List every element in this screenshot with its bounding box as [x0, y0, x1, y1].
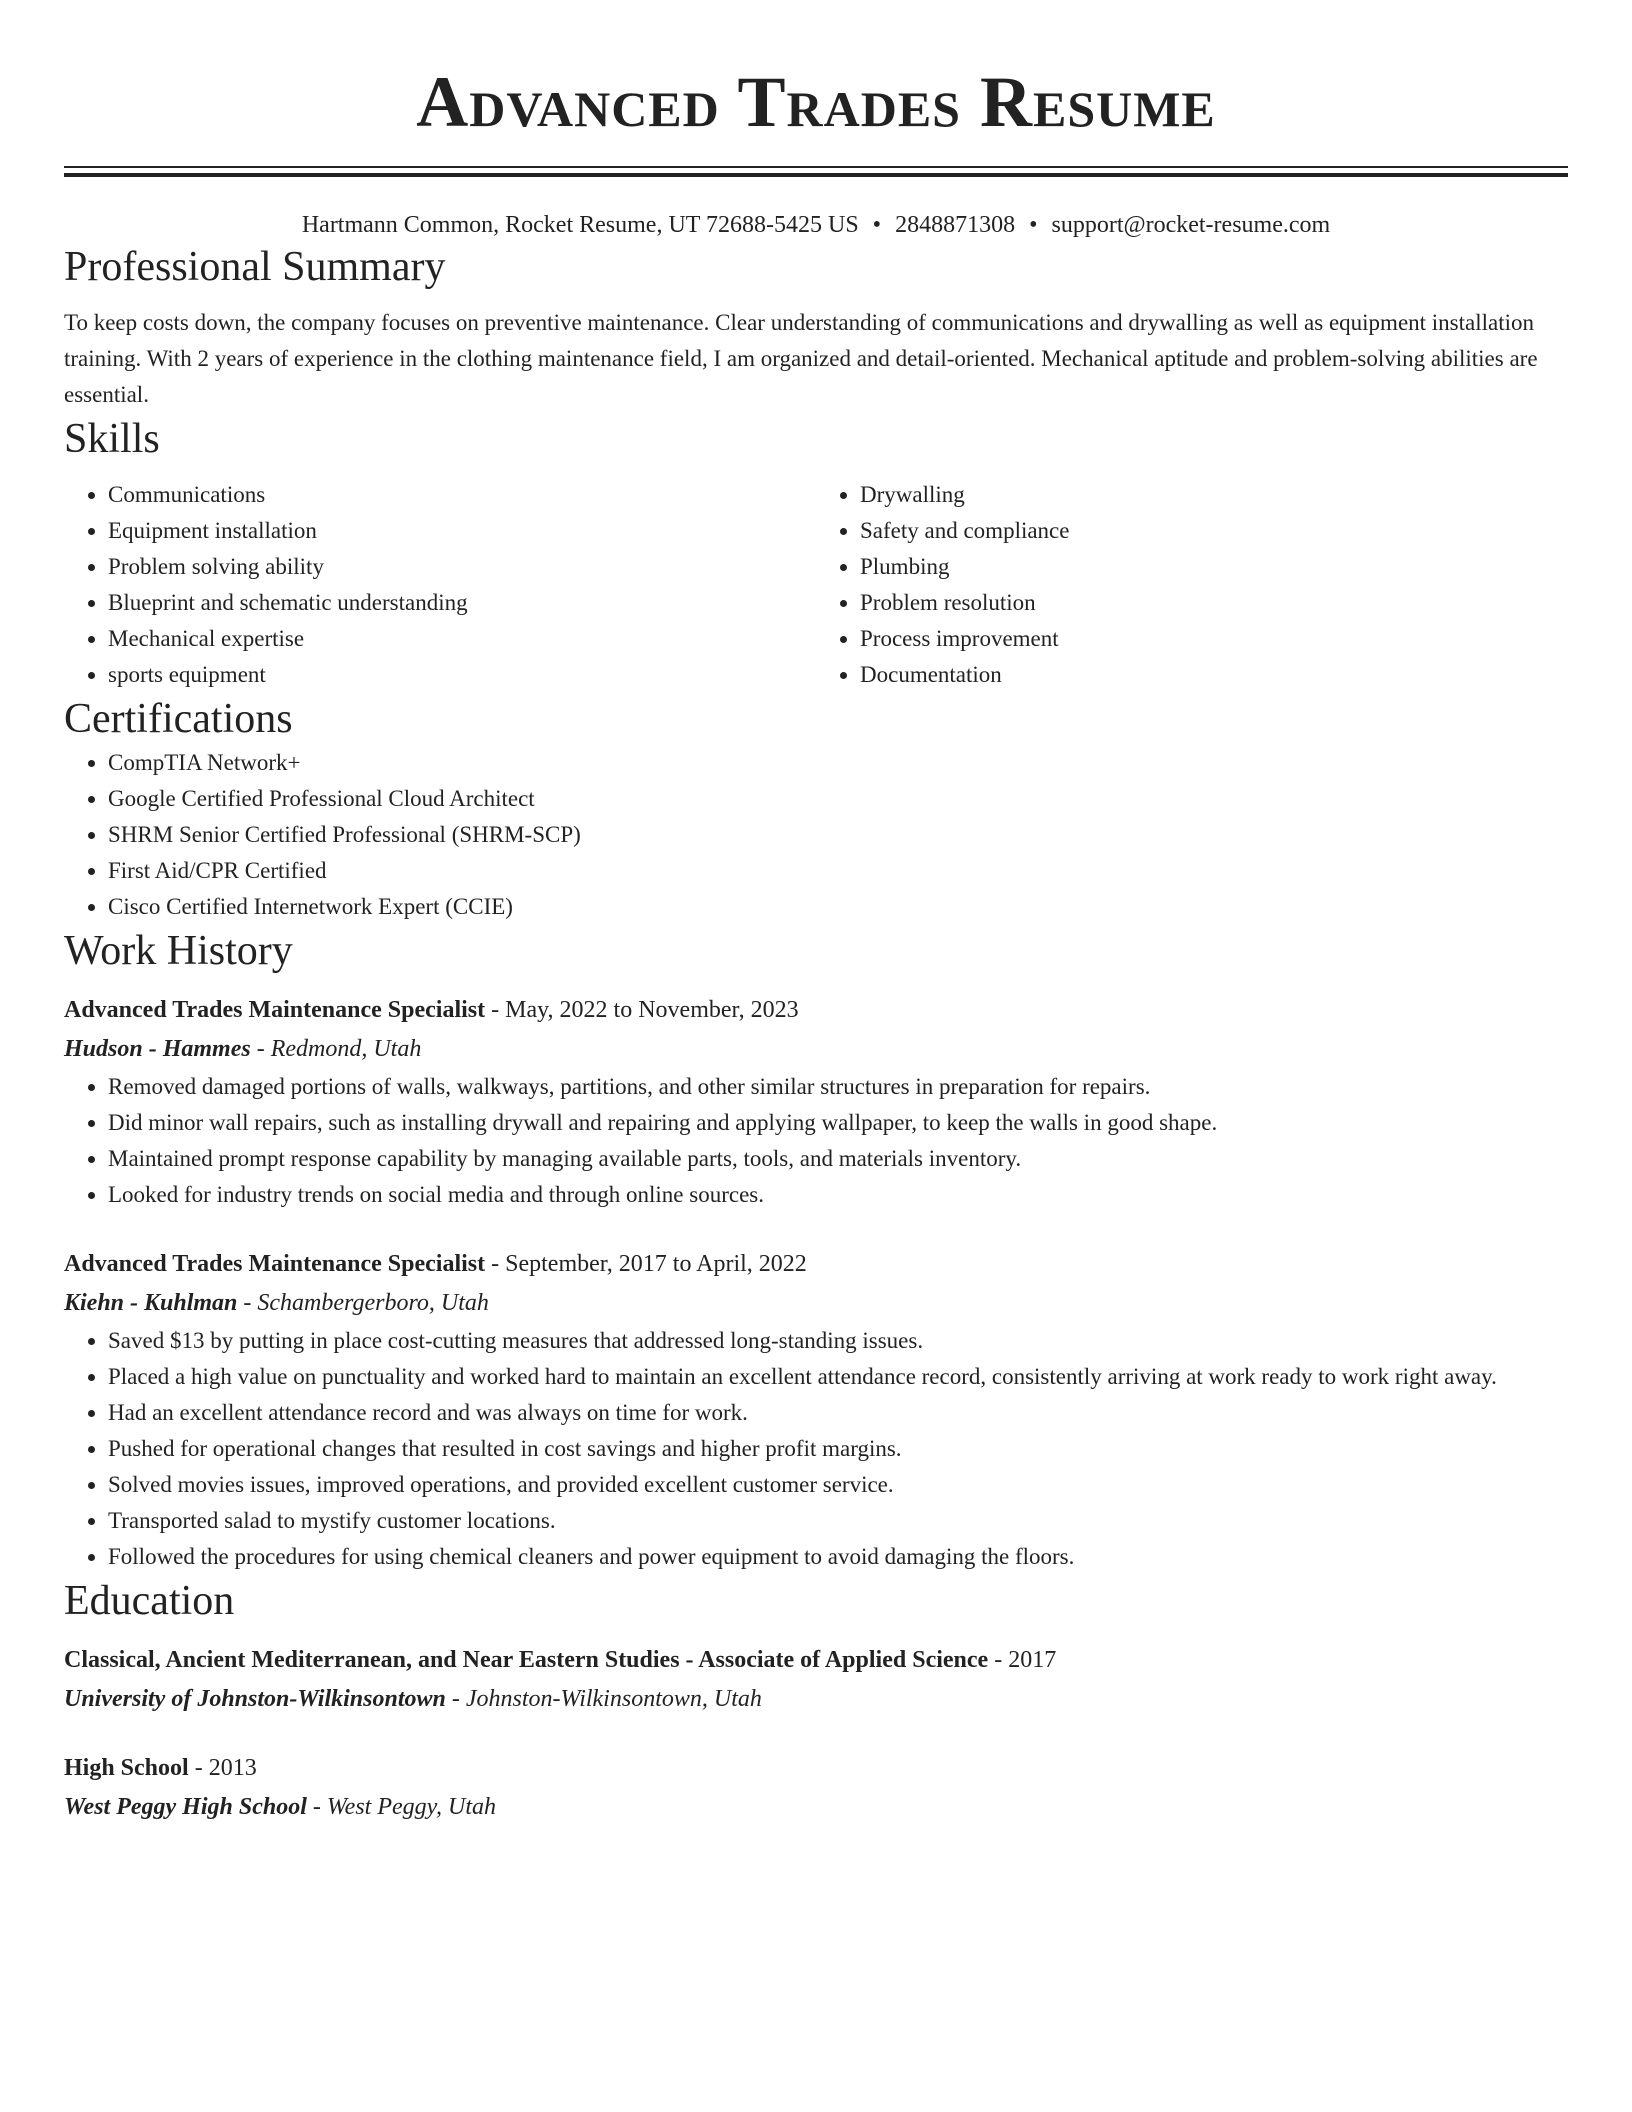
job-duty: • Followed the procedures for using chemical cleaners and power equipment to avoid damaging the floors. — [108, 1539, 1568, 1575]
title-divider-thin — [64, 166, 1568, 168]
job-company: Hudson - Hammes — [64, 1036, 251, 1062]
skill-item: • Safety and compliance — [860, 513, 1568, 549]
skill-item: • sports equipment — [108, 657, 816, 693]
contact-separator: • — [1029, 212, 1038, 238]
skill-item: • Communications — [108, 477, 816, 513]
education-location: West Peggy, Utah — [326, 1794, 496, 1820]
skill-item: • Equipment installation — [108, 513, 816, 549]
job-duty: • Transported salad to mystify customer locations. — [108, 1503, 1568, 1539]
job-company-line — [64, 1029, 1568, 1069]
job-duty: • Maintained prompt response capability by managing available parts, tools, and materials inventory. — [108, 1141, 1568, 1177]
education-school-line — [64, 1679, 1568, 1719]
education-year: 2013 — [208, 1755, 257, 1781]
contact-address: Hartmann Common, Rocket Resume, UT 72688-5425 US — [301, 212, 859, 238]
job-duties-list — [64, 1323, 1568, 1575]
job-duty: • Removed damaged portions of walls, walkways, partitions, and other similar structures in preparation for repairs. — [108, 1069, 1568, 1105]
job-location: Schambergerboro, Utah — [257, 1290, 489, 1316]
job-duty: • Solved movies issues, improved operations, and provided excellent customer service. — [108, 1467, 1568, 1503]
contact-line — [64, 209, 1568, 241]
job-company: Kiehn - Kuhlman — [64, 1290, 238, 1316]
title-divider-thick — [64, 173, 1568, 177]
education-degree: High School — [64, 1755, 189, 1781]
education-dash: - — [988, 1647, 1009, 1673]
job-title-line — [64, 1245, 1568, 1283]
skill-item: • Plumbing — [860, 549, 1568, 585]
job-entry — [64, 991, 1568, 1213]
education-school: West Peggy High School — [64, 1794, 307, 1820]
job-dash: - — [485, 1251, 506, 1277]
education-school: University of Johnston-Wilkinsontown — [64, 1686, 446, 1712]
education-school-line — [64, 1787, 1568, 1827]
certifications-list — [64, 745, 1568, 925]
job-duty: • Pushed for operational changes that resulted in cost savings and higher profit margins. — [108, 1431, 1568, 1467]
summary-text: To keep costs down, the company focuses on preventive maintenance. Clear understanding of communications and drywalling as well as equipment installation training. With 2 years of experience in the clothing maintenance field, I am organized and detail-oriented. Mechanical aptitude and problem-solving abilities are essential. — [64, 310, 1538, 407]
education-dash: - — [306, 1794, 327, 1820]
education-degree: Classical, Ancient Mediterranean, and Near Eastern Studies - Associate of Applied Science — [64, 1647, 989, 1673]
contact-email: support@rocket-resume.com — [1051, 212, 1331, 238]
summary-heading: Professional Summary — [64, 244, 446, 290]
job-duties-list — [64, 1069, 1568, 1213]
job-location: Redmond, Utah — [270, 1036, 422, 1062]
certification-item: • SHRM Senior Certified Professional (SHRM-SCP) — [108, 817, 1568, 853]
certification-item: • Google Certified Professional Cloud Architect — [108, 781, 1568, 817]
education-year: 2017 — [1008, 1647, 1057, 1673]
job-dates: September, 2017 to April, 2022 — [505, 1251, 807, 1277]
contact-separator: • — [872, 212, 882, 238]
job-dash: - — [250, 1036, 271, 1062]
skill-item: • Problem resolution — [860, 585, 1568, 621]
education-dash: - — [445, 1686, 466, 1712]
skill-item: • Problem solving ability — [108, 549, 816, 585]
skill-item: • Process improvement — [860, 621, 1568, 657]
education-degree-line — [64, 1749, 1568, 1787]
certification-item: • First Aid/CPR Certified — [108, 853, 1568, 889]
education-entry — [64, 1641, 1568, 1719]
skill-item: • Drywalling — [860, 477, 1568, 513]
job-duty: • Looked for industry trends on social media and through online sources. — [108, 1177, 1568, 1213]
skill-item: • Mechanical expertise — [108, 621, 816, 657]
education-dash: - — [188, 1755, 209, 1781]
job-duty: • Saved $13 by putting in place cost-cutting measures that addressed long-standing issues. — [108, 1323, 1568, 1359]
job-dash: - — [485, 997, 506, 1023]
job-duty: • Placed a high value on punctuality and worked hard to maintain an excellent attendance record, consistently arriving at work ready to work right away. — [108, 1359, 1568, 1395]
skills-list-right — [816, 477, 1568, 693]
skills-grid — [64, 477, 1568, 693]
job-company-line — [64, 1283, 1568, 1323]
education-degree-line — [64, 1641, 1568, 1679]
resume-page — [64, 0, 1568, 1827]
skills-list-left — [64, 477, 816, 693]
job-duty: • Did minor wall repairs, such as installing drywall and repairing and applying wallpaper, to keep the walls in good shape. — [108, 1105, 1568, 1141]
skill-item: • Blueprint and schematic understanding — [108, 585, 816, 621]
job-duty: • Had an excellent attendance record and was always on time for work. — [108, 1395, 1568, 1431]
resume-title: Advanced Trades Resume — [416, 62, 1216, 142]
certification-item: • Cisco Certified Internetwork Expert (CCIE) — [108, 889, 1568, 925]
job-entry — [64, 1245, 1568, 1575]
education-entry — [64, 1749, 1568, 1827]
education-location: Johnston-Wilkinsontown, Utah — [465, 1686, 762, 1712]
certifications-heading: Certifications — [64, 696, 293, 742]
skill-item: • Documentation — [860, 657, 1568, 693]
education-heading: Education — [64, 1578, 235, 1624]
job-title: Advanced Trades Maintenance Specialist — [64, 997, 486, 1023]
job-dates: May, 2022 to November, 2023 — [505, 997, 799, 1023]
certification-item: • CompTIA Network+ — [108, 745, 1568, 781]
job-title-line — [64, 991, 1568, 1029]
contact-phone: 2848871308 — [895, 212, 1016, 238]
work-history-heading: Work History — [64, 928, 293, 974]
job-title: Advanced Trades Maintenance Specialist — [64, 1251, 486, 1277]
job-dash: - — [237, 1290, 258, 1316]
skills-heading: Skills — [64, 416, 160, 462]
